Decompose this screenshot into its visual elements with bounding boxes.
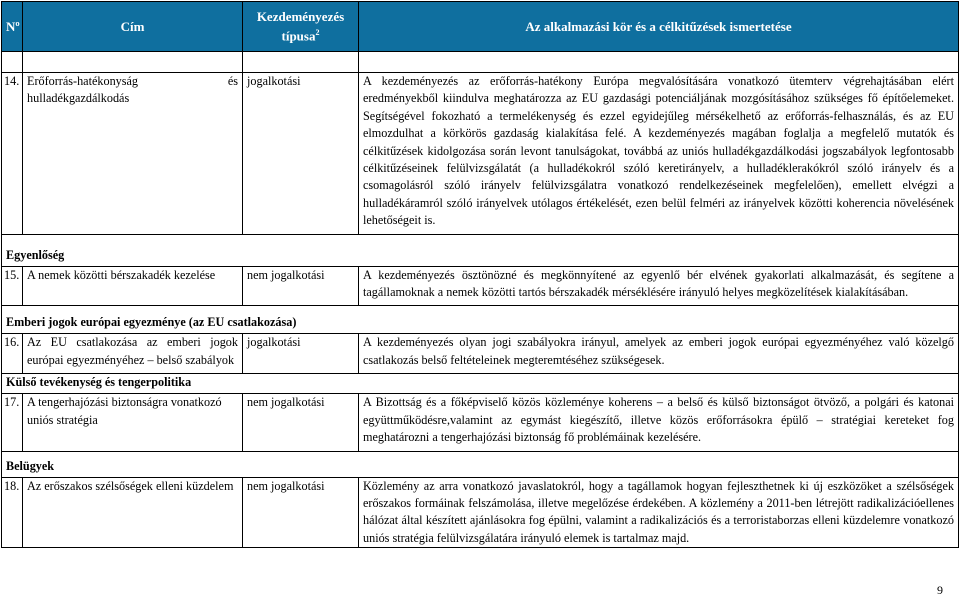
table-header-row (2, 2, 959, 52)
section-heading: Emberi jogok európai egyezménye (az EU csatlakozása) (2, 306, 959, 334)
section-heading-row (2, 451, 959, 477)
table-row (2, 73, 959, 235)
header-title: Cím (23, 2, 243, 52)
table-row (2, 334, 959, 374)
header-type (243, 2, 359, 52)
header-type-line2: típusa (281, 28, 316, 44)
table-row (2, 477, 959, 548)
row-title: Az EU csatlakozása az emberi jogok európai egyezményéhez – belső szabályok (23, 334, 243, 374)
row-type: jogalkotási (243, 73, 359, 235)
table-row (2, 266, 959, 306)
row-type: nem jogalkotási (243, 266, 359, 306)
row-description: A Bizottság és a főképviselő közös közleménye koherens – a belső és külső biztonságot ötvöző, a polgári és katonai együttműködésre,valamint az egymást kiegészítő, illetve közös erőforrásokra épülő – stratégiai kereteket fog meghatározni a tengerhajózási biztonság fő problémáinak kezelésére. (359, 394, 959, 451)
row-number: 15. (2, 266, 23, 306)
header-type-line1: Kezdeményezés (256, 8, 345, 24)
row-description: A kezdeményezés ösztönözné és megkönnyítené az egyenlő bér elvének gyakorlati alkalmazását, és segítene a tagállamoknak a nemek közötti tartós bérszakadék mérséklésére irányuló helyes megközelítések kialakításában. (359, 266, 959, 306)
table-row (2, 52, 959, 73)
row-title: Az erőszakos szélsőségek elleni küzdelem (23, 477, 243, 548)
row-description: A kezdeményezés olyan jogi szabályokra irányul, amelyek az emberi jogok európai egyezményéhez való közelgő csatlakozás belső feltételeinek megteremtéséhez szükségesek. (359, 334, 959, 374)
row-number: 16. (2, 334, 23, 374)
initiatives-table (1, 1, 959, 548)
section-heading-row (2, 234, 959, 266)
section-heading-row (2, 374, 959, 394)
row-number: 17. (2, 394, 23, 451)
row-description: Közlemény az arra vonatkozó javaslatokról, hogy a tagállamok hogyan fejleszthetnek ki új eszközöket a szélsőségek erőszakos formáinak felszámolása, illetve megelőzése érdekében. A közlemény a 2011-ben létrejött radikalizációellenes hálózat által készített ajánlásokra fog épülni, valamint a radikalizációs és a terroristaborzas elleni küzdelemre vonatkozó uniós stratégia felülvizsgálatára irányuló elemek is tartalmaz majd. (359, 477, 959, 548)
section-heading: Egyenlőség (2, 234, 959, 266)
row-type: nem jogalkotási (243, 477, 359, 548)
section-heading: Belügyek (2, 451, 959, 477)
table-row (2, 394, 959, 451)
header-scope: Az alkalmazási kör és a célkitűzések ismertetése (359, 2, 959, 52)
header-no: Nº (2, 2, 23, 52)
row-type: jogalkotási (243, 334, 359, 374)
header-type-footnote: 2 (315, 27, 320, 37)
row-type: nem jogalkotási (243, 394, 359, 451)
row-title: A tengerhajózási biztonságra vonatkozó uniós stratégia (23, 394, 243, 451)
row-number: 18. (2, 477, 23, 548)
row-number: 14. (2, 73, 23, 235)
row-title: A nemek közötti bérszakadék kezelése (23, 266, 243, 306)
section-heading-row (2, 306, 959, 334)
row-title: Erőforrás-hatékonyság és hulladékgazdálkodás (23, 73, 243, 235)
row-description: A kezdeményezés az erőforrás-hatékony Európa megvalósítására vonatkozó ütemterv végrehajtásában elért eredményekből kiindulva meghatározza az EU gazdasági potenciáljának mozgósításához szükséges fő építőelemeket. Segítségével fokozható a termelékenység és ezzel egyidejűleg mérsékelhető az erőforrás-felhasználás, és az EU elmozdulhat a körkörös gazdaság kialakítása felé. A kezdeményezés magában foglalja a megfelelő mutatók és célkitűzések kidolgozása során levont tanulságokat, továbbá az uniós hulladékgazdálkodási jogszabályok legfontosabb célkitűzéseinek felülvizsgálatát (a hulladékokról szóló keretirányelv, a hulladéklerakókról szóló irányelv és a csomagolásról szóló irányelv felülvizsgálatra vonatkozó rendelkezéseinek megfelelően), emellett elvégzi a hulladékáramról szóló irányelvek utólagos értékelését, ezen belül felméri az irányelvek közötti koherencia növelésének lehetőségeit is. (359, 73, 959, 235)
page-number: 9 (937, 583, 943, 597)
section-heading: Külső tevékenység és tengerpolitika (2, 374, 959, 394)
